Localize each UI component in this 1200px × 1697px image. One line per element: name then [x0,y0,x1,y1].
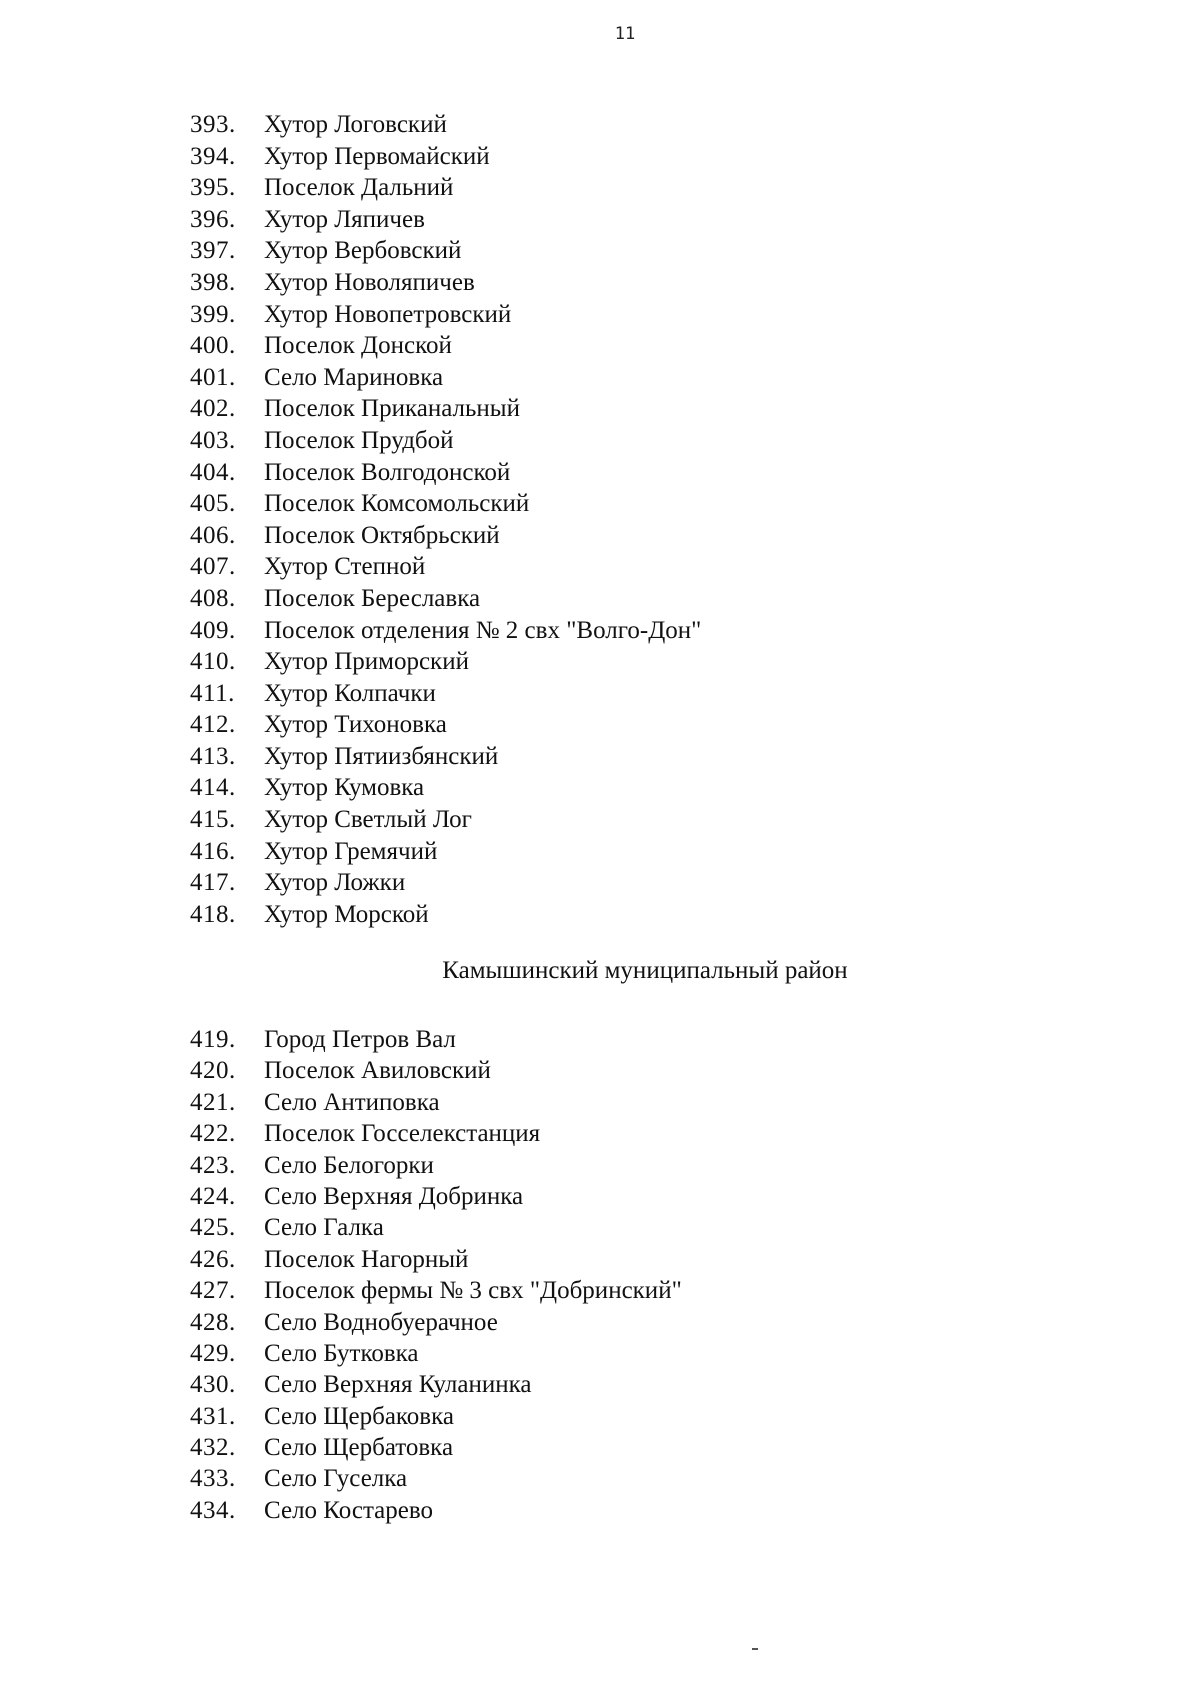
list-item [190,1495,682,1526]
list-item-number: 434. [190,1496,236,1524]
list-item [190,1181,682,1212]
list-item [190,1055,682,1086]
list-item-number: 402. [190,395,236,423]
list-item-name: Поселок Донской [264,332,452,360]
list-item [190,804,701,836]
list-item-name: Село Бутковка [264,1339,419,1367]
list-item-number: 397. [190,237,236,265]
list-item [190,267,701,299]
list-item-name: Хутор Кумовка [264,774,425,802]
list-item-name: Поселок Приканальный [264,395,520,423]
list-item-name: Село Белогорки [264,1151,434,1179]
list-item [190,583,701,615]
list-item-name: Поселок Госселекстанция [264,1120,541,1148]
list-item-number: 407. [190,553,236,581]
list-item-name: Село Костарево [264,1496,434,1524]
list-item-name: Город Петров Вал [264,1026,456,1053]
list-item-number: 415. [190,806,236,834]
list-item-name: Село Галка [264,1214,384,1242]
list-item-number: 421. [190,1088,236,1116]
list-item [190,204,701,236]
list-item-name: Село Верхняя Куланинка [264,1371,532,1399]
list-item-number: 416. [190,837,236,865]
list-item-name: Поселок Береславка [264,584,481,612]
list-item [190,330,701,362]
list-item-number: 396. [190,205,236,233]
list-item-number: 400. [190,332,236,360]
list-item-number: 413. [190,742,236,770]
list-item-number: 429. [190,1339,236,1367]
list-item-number: 426. [190,1245,236,1273]
list-item-name: Село Щербаковка [264,1402,454,1430]
list-item [190,393,701,425]
list-item-name: Поселок Авиловский [264,1057,491,1085]
list-item [190,1087,682,1118]
list-item-number: 399. [190,300,236,328]
list-item-number: 404. [190,458,236,486]
list-item-name: Хутор Приморский [264,648,469,676]
list-item [190,1369,682,1400]
list-item-number: 419. [190,1026,236,1053]
list-item-number: 403. [190,426,236,454]
list-item-name: Хутор Ложки [264,869,406,897]
list-item-number: 430. [190,1371,236,1399]
list-item [190,425,701,457]
list-item [190,551,701,583]
list-item-number: 410. [190,648,236,676]
list-item [190,1244,682,1275]
list-item [190,772,701,804]
list-item-number: 398. [190,268,236,296]
list-item-name: Хутор Тихоновка [264,711,447,739]
list-item [190,520,701,552]
list-item [190,678,701,710]
list-item-number: 431. [190,1402,236,1430]
list-item-name: Поселок Прудбой [264,426,454,454]
list-item [190,1463,682,1494]
list-item-number: 417. [190,869,236,897]
list-item-name: Село Антиповка [264,1088,440,1116]
list-item [190,836,701,868]
page-number: 11 [614,24,636,44]
list-item-name: Поселок Волгодонской [264,458,511,486]
list-item [190,141,701,173]
list-item-number: 414. [190,774,236,802]
list-item-name: Хутор Степной [264,553,426,581]
list-item-name: Село Гуселка [264,1465,408,1493]
list-item-number: 425. [190,1214,236,1242]
list-item [190,899,701,931]
list-item [190,457,701,489]
list-item-name: Хутор Логовский [264,111,447,138]
list-item-number: 424. [190,1182,236,1210]
list-item-name: Хутор Вербовский [264,237,462,265]
list-item [190,1432,682,1463]
list-item-number: 432. [190,1434,236,1462]
list-item-number: 428. [190,1308,236,1336]
list-item [190,1024,682,1055]
list-item-number: 394. [190,142,236,170]
list-item-number: 411. [190,679,235,707]
list-item-number: 395. [190,174,236,202]
list-item [190,709,701,741]
settlement-list-first [190,109,701,930]
list-item-name: Хутор Морской [264,900,429,928]
list-item [190,362,701,394]
list-item [190,1401,682,1432]
list-item-name: Поселок фермы № 3 свх "Добринский" [264,1277,682,1305]
list-item [190,1338,682,1369]
list-item-number: 405. [190,490,236,518]
list-item [190,488,701,520]
list-item [190,235,701,267]
list-item-number: 406. [190,521,236,549]
list-item [190,867,701,899]
list-item [190,1150,682,1181]
settlement-list-kamyshin [190,1024,682,1526]
list-item-name: Поселок Нагорный [264,1245,469,1273]
list-item-name: Поселок Комсомольский [264,490,530,518]
list-item-name: Хутор Гремячий [264,837,438,865]
list-item [190,172,701,204]
list-item-number: 393. [190,111,236,138]
list-item-number: 420. [190,1057,236,1085]
list-item-name: Село Воднобуерачное [264,1308,498,1336]
list-item-name: Село Мариновка [264,363,444,391]
list-item [190,1212,682,1243]
list-item-name: Поселок Дальний [264,174,454,202]
list-item-name: Село Верхняя Добринка [264,1182,524,1210]
list-item [190,109,701,141]
list-item-number: 427. [190,1277,236,1305]
list-item-number: 408. [190,584,236,612]
list-item-number: 433. [190,1465,236,1493]
scan-artifact-mark [752,1648,758,1650]
list-item-name: Хутор Первомайский [264,142,490,170]
list-item-name: Хутор Пятиизбянский [264,742,499,770]
list-item-number: 423. [190,1151,236,1179]
list-item-name: Хутор Ляпичев [264,205,425,233]
list-item-name: Хутор Светлый Лог [264,806,472,834]
list-item-number: 412. [190,711,236,739]
list-item [190,615,701,647]
list-item-name: Хутор Новопетровский [264,300,512,328]
list-item-number: 409. [190,616,236,644]
list-item-name: Село Щербатовка [264,1434,454,1462]
list-item-name: Поселок Октябрьский [264,521,500,549]
list-item [190,1275,682,1306]
list-item [190,1307,682,1338]
list-item-name: Хутор Колпачки [264,679,436,707]
section-heading: Камышинский муниципальный район [442,957,848,984]
list-item-name: Хутор Новоляпичев [264,268,475,296]
list-item [190,1118,682,1149]
list-item-number: 418. [190,900,236,928]
list-item [190,299,701,331]
list-item [190,741,701,773]
list-item [190,646,701,678]
list-item-number: 422. [190,1120,236,1148]
list-item-number: 401. [190,363,236,391]
list-item-name: Поселок отделения № 2 свх "Волго-Дон" [264,616,702,644]
